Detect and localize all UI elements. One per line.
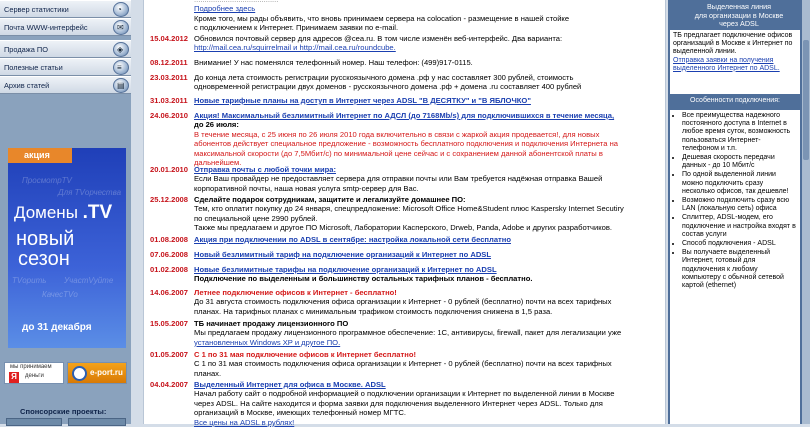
news-date: 15.05.2007 xyxy=(150,319,189,328)
sponsor-banner[interactable] xyxy=(68,418,126,426)
features-title: Особенности подключения: xyxy=(690,97,780,104)
news-text: С 1 по 31 мая стоимость подключения офиса организации к Интернет - 0 рублей (бесплатно) почти на всех тарифных xyxy=(194,359,612,369)
news-date: 31.03.2011 xyxy=(150,96,188,105)
news-link[interactable]: Летнее подключение офисов к Интернет - бесплатно! xyxy=(194,288,397,297)
feature-item: • По одной выделенной линии можно подключить сразу несколько офисов, так дешевле! xyxy=(682,171,797,196)
feature-item: • Возможно подключить сразу всю LAN (локальную сеть) офиса xyxy=(682,197,797,213)
news-link[interactable]: С 1 по 31 мая подключение офисов к Интернет бесплатно! xyxy=(194,350,416,359)
news-date: 08.12.2011 xyxy=(150,58,188,67)
news-text: Внимание! У нас поменялся телефонный номер. Наш телефон: (499)917-0115. xyxy=(194,58,473,67)
promo-tag: акция xyxy=(8,148,72,163)
nav-label: Полезные статьи xyxy=(4,63,63,72)
news-text: Подключение по выделенным и большинству остальных тарифных планов - бесплатно. xyxy=(194,274,533,284)
news-text: одновременной регистрации двух доменов - русскоязычного домена .рф + домена .ru составляет 400 рублей xyxy=(194,82,582,92)
intro-line: Кроме того, мы рады объявить, что вновь принимаем сервера на colocation - размещение в нашей стойке xyxy=(194,13,570,23)
news-date: 07.06.2008 xyxy=(150,250,189,259)
promo-line1: новый xyxy=(16,228,75,250)
intro-line[interactable]: Подробнее здесь xyxy=(194,4,256,14)
news-link[interactable]: Все цены на ADSL в рублях! xyxy=(194,417,295,427)
news-date: 01.08.2008 xyxy=(150,235,189,244)
news-text: через ADSL. На сайте находится и форма заявки для подключения выделенного Интернет через ADSL. Только для xyxy=(194,398,603,408)
news-link[interactable]: Выделенный Интернет для офиса в Москве. ADSL xyxy=(194,380,386,389)
news-date: 25.12.2008 xyxy=(150,195,189,204)
news-date: 01.02.2008 xyxy=(150,265,189,274)
articles-icon: ≡ xyxy=(113,60,129,75)
news-content xyxy=(143,0,666,427)
news-date: 04.04.2007 xyxy=(150,380,189,389)
news-text: Обновился почтовый сервер для адресов @cea.ru. В том числе изменён веб-интерфейс. Два варианта: xyxy=(194,34,563,43)
news-date: 20.01.2010 xyxy=(150,165,189,174)
promo-bg-text: ПросмотрTV xyxy=(22,176,72,185)
news-text: Тем, кто оплатит покупку до 24 января, спецпредложение: Microsoft Office Home&Student плюс Kaspersky Internet Secutiry xyxy=(194,204,624,214)
adsl-intro: ТБ предлагает подключение офисов организаций в Москве к Интернет по выделенной линии. xyxy=(673,32,793,56)
news-link[interactable]: Новые безлимитные тарифы на подключение организаций к Интернет по ADSL xyxy=(194,265,497,274)
mail-icon: ✉ xyxy=(113,20,129,35)
news-text: до 26 июля: xyxy=(194,120,239,130)
eport-logo-icon xyxy=(72,366,87,381)
news-text: Также мы предлагаем и другое ПО Microsoft, Лаборатории Касперского, Drweb, Panda, Adobe и других разработчиков. xyxy=(194,223,613,233)
scrollbar[interactable] xyxy=(802,0,810,424)
adsl-header[interactable] xyxy=(668,0,810,30)
feature-item: • Дешевая скорость передачи данных - до 10 Мбит/с xyxy=(682,154,797,170)
feature-item: • Способ подключения - ADSL xyxy=(682,240,797,248)
news-link[interactable]: Акция при подключении по ADSL в сентябре: настройка локальной сети бесплатно xyxy=(194,235,511,244)
news-text: по специальной цене 2990 рублей. xyxy=(194,213,318,223)
news-date: 15.04.2012 xyxy=(150,34,189,43)
news-date: 23.03.2011 xyxy=(150,73,188,82)
news-link[interactable]: http://mail.cea.ru/squirrelmail и http://mail.cea.ru/roundcube. xyxy=(194,43,396,53)
news-date: 24.06.2010 xyxy=(150,111,189,120)
news-text: планах. На тарифных планах с минимальным трафиком стоимость подключения снижена в 1,5 раза. xyxy=(194,306,553,316)
news-text[interactable]: установленных Windows XP и другое ПО. xyxy=(194,337,341,347)
intro-line: с подключением к Интернет. Принимаем заявки по e-mail. xyxy=(194,23,399,33)
promo-bg-text: КачесTVо xyxy=(42,290,78,299)
news-text: дальнейшем. xyxy=(194,158,242,168)
adsl-header-line: для организации в Москве xyxy=(694,10,784,20)
nav-label: Архив статей xyxy=(4,81,50,90)
promo-bg-text: TVорить xyxy=(12,276,47,285)
news-text: До 31 августа стоимость подключения офиса организации к Интернет - 0 рублей (бесплатно) почти на всех тарифных xyxy=(194,297,612,307)
news-text: организаций в Москве, имеющих телефонный номер МГТС. xyxy=(194,408,406,418)
news-link[interactable]: Акция! Максимальный безлимитный Интернет по АДСЛ (до 7168Mb/s) для подключившихся в течение месяца, xyxy=(194,111,615,120)
nav-webmail[interactable] xyxy=(0,18,131,36)
nav-label: Продажа ПО xyxy=(4,45,48,54)
right-sidebar xyxy=(668,0,810,424)
news-date: 14.06.2007 xyxy=(150,288,189,297)
news-date: 01.05.2007 xyxy=(150,350,189,359)
news-link[interactable]: Новые тарифные планы на доступ в Интернет через ADSL "В ДЕСЯТКУ" и "В ЯБЛОЧКО" xyxy=(194,96,531,105)
adsl-header-line: Выделенная линия xyxy=(706,2,771,11)
news-text: Если Ваш провайдер не предоставляет сервера для отправки почты или Вам требуется надёжная отправка Вашей xyxy=(194,174,603,184)
tv-domain-promo-banner[interactable] xyxy=(8,148,126,348)
feature-item: • Все преимущества надежного постоянного доступа в Internet в любое время суток, возможность пользоваться Интернет-телефоном и т.п. xyxy=(682,112,797,153)
eport-badge[interactable] xyxy=(67,362,127,384)
promo-line2: сезон xyxy=(18,248,70,270)
nav-stats-server[interactable] xyxy=(0,0,131,18)
nav-article-archive[interactable] xyxy=(0,76,131,94)
chart-icon: ◔ xyxy=(113,2,129,17)
pay-line2: деньги xyxy=(25,373,44,379)
news-text: В течение месяца, с 25 июня по 26 июля 2010 года включительно в связи с жаркой акция продевается!, для новых xyxy=(194,129,600,139)
adsl-header-line: через ADSL xyxy=(719,19,759,29)
promo-domain: Домены .TV xyxy=(14,202,113,223)
yandex-logo: Я xyxy=(9,372,19,383)
adsl-intro-box xyxy=(670,30,800,94)
promo-bg-text: Для TVорчества xyxy=(58,188,122,197)
news-text: максимальной скорости (до 7,5Мбит/с) по минимальной цене сейчас и с сохранением данной абонентской платы в xyxy=(194,148,603,158)
sponsors-heading: Спонсорские проекты: xyxy=(20,407,107,416)
pay-line1: мы принимаем xyxy=(10,364,52,370)
features-list xyxy=(670,110,800,424)
news-text: Мы предлагаем продажу лицензионного программное обеспечение: 1С, антивирусы, firewall, пакет для легализации уже xyxy=(194,328,622,338)
feature-item: • Сплиттер, ADSL-модем, его подключение и настройка входят в состав услуги xyxy=(682,214,797,239)
news-link[interactable]: Отправка почты с любой точки мира: xyxy=(194,165,337,174)
sponsor-banner[interactable] xyxy=(6,418,62,426)
scrollbar-thumb[interactable] xyxy=(803,40,809,160)
adsl-request-link[interactable]: Отправка заявки на получения выделенного Интернет по ADSL. xyxy=(673,56,780,72)
news-text: Сделайте подарок сотрудникам, защитите и легализуйте домашнее ПО: xyxy=(194,195,466,204)
news-text: До конца лета стоимость регистрации русскоязычного домена .рф у нас составляет 300 рублей, стоимость xyxy=(194,73,574,82)
nav-useful-articles[interactable] xyxy=(0,58,131,76)
news-text: Начал работу сайт о подробной информацией о подключении организации к Интернет по выделенной линии в Москве xyxy=(194,389,615,399)
news-text: планах. xyxy=(194,368,222,378)
nav-label: Сервер статистики xyxy=(4,5,69,14)
left-sidebar xyxy=(0,0,131,424)
archive-icon: ▤ xyxy=(113,78,129,93)
news-link[interactable]: ТБ начинает продажу лицензионного ПО xyxy=(194,319,349,328)
promo-bg-text: УчастVуйте xyxy=(64,276,114,285)
news-text: корпоративной почты, наша новая услуга smtp-сервер для Вас. xyxy=(194,183,419,193)
feature-item: • Вы получаете выделенный Интернет, готовый для подключения к любому компьютеру с обычной сетевой картой (ethernet) xyxy=(682,249,797,290)
eport-label: e-port.ru xyxy=(90,368,123,377)
news-text: абонентов действует специальное предложение - возможность бесплатного подключения и подключения Интернета на xyxy=(194,139,618,149)
nav-software-sales[interactable] xyxy=(0,40,131,58)
nav-label: Почта WWW-интерфейс xyxy=(4,23,88,32)
software-icon: ◈ xyxy=(113,42,129,57)
yandex-money-badge[interactable] xyxy=(4,362,64,384)
promo-until: до 31 декабря xyxy=(22,322,92,333)
news-link[interactable]: Новый безлимитный тариф на подключение организаций к Интернет по ADSL xyxy=(194,250,492,259)
